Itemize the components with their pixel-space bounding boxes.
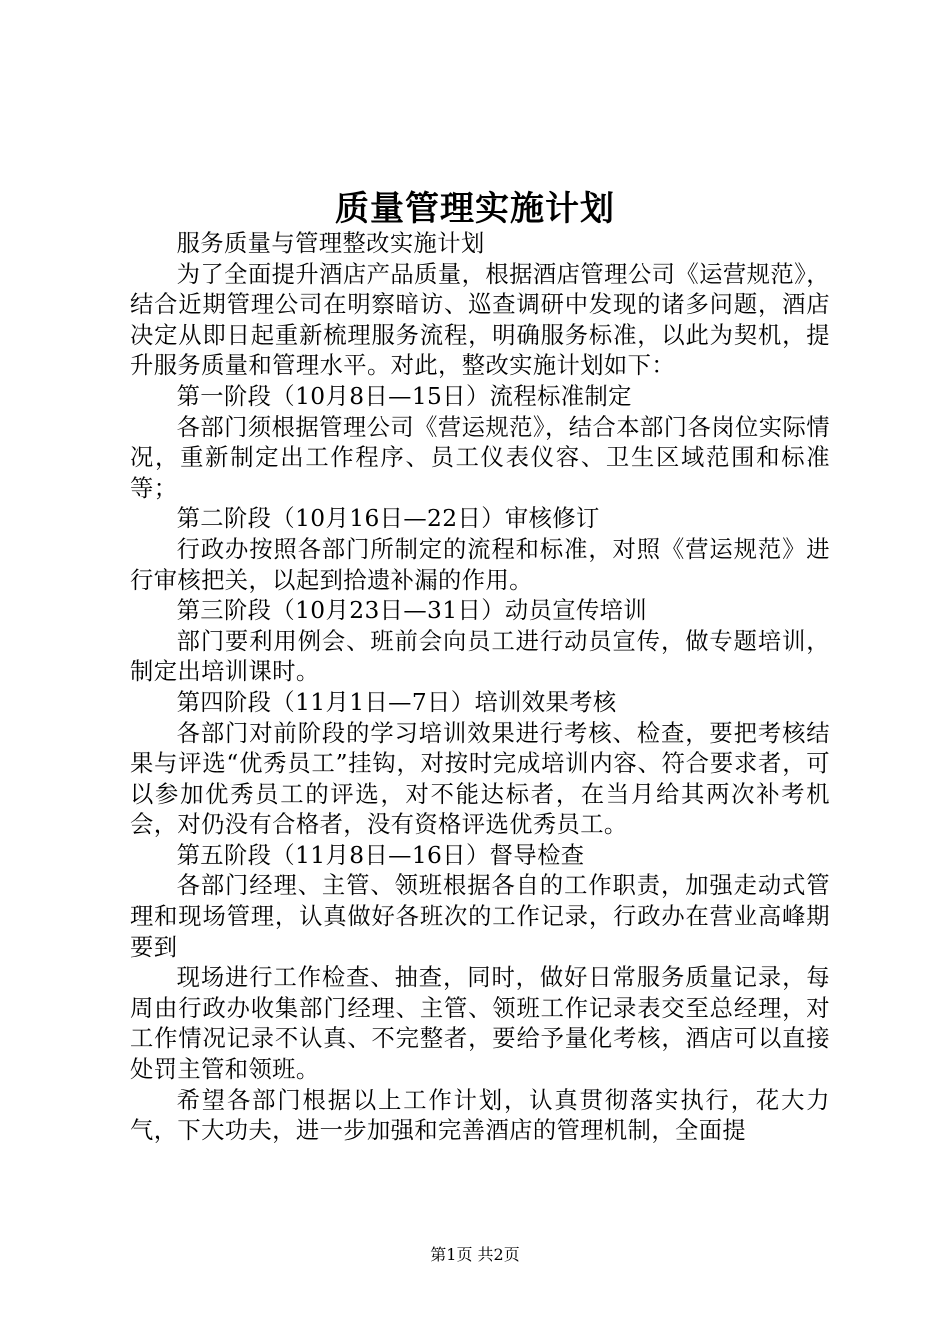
document-title: 质量管理实施计划 <box>335 189 615 229</box>
stage-five-heading: 第五阶段（11月8日—16日）督导检查 <box>176 841 585 869</box>
stage-one-heading: 第一阶段（10月8日—15日）流程标准制定 <box>176 382 632 410</box>
stage-four-paragraph: 各部门对前阶段的学习培训效果进行考核、检查，要把考核结果与评选“优秀员工”挂钩，对按时完成培训内容、符合要求者，可以参加优秀员工的评选，对不能达标者，在当月给其两次补考机会，对仍没有合格者，没有资格评选优秀员工。 <box>130 719 830 839</box>
intro-paragraph: 为了全面提升酒店产品质量，根据酒店管理公司《运营规范》，结合近期管理公司在明察暗访、巡查调研中发现的诸多问题，酒店决定从即日起重新梳理服务流程，明确服务标准，以此为契机，提升服务质量和管理水平。对此，整改实施计划如下： <box>130 260 830 380</box>
page-number-footer: 第1页 共2页 <box>430 1245 520 1264</box>
document-body <box>130 229 830 1147</box>
stage-two-paragraph: 行政办按照各部门所制定的流程和标准，对照《营运规范》进行审核把关，以起到拾遗补漏的作用。 <box>130 535 830 594</box>
stage-one-paragraph: 各部门须根据管理公司《营运规范》，结合本部门各岗位实际情况，重新制定出工作程序、员工仪表仪容、卫生区域范围和标准等； <box>130 413 830 502</box>
stage-three-heading: 第三阶段（10月23日—31日）动员宣传培训 <box>176 597 648 625</box>
closing-paragraph: 希望各部门根据以上工作计划，认真贯彻落实执行，花大力气，下大功夫，进一步加强和完善酒店的管理机制，全面提 <box>130 1086 830 1145</box>
stage-five-paragraph: 各部门经理、主管、领班根据各自的工作职责，加强走动式管理和现场管理，认真做好各班次的工作记录，行政办在营业高峰期要到 <box>130 872 830 961</box>
stage-four-heading: 第四阶段（11月1日—7日）培训效果考核 <box>176 688 617 716</box>
subtitle-paragraph: 服务质量与管理整改实施计划 <box>176 230 485 257</box>
stage-five-continuation-paragraph: 现场进行工作检查、抽查，同时，做好日常服务质量记录，每周由行政办收集部门经理、主管、领班工作记录表交至总经理，对工作情况记录不认真、不完整者，要给予量化考核，酒店可以直接处罚主管和领班。 <box>130 964 830 1084</box>
stage-three-paragraph: 部门要利用例会、班前会向员工进行动员宣传，做专题培训，制定出培训课时。 <box>130 627 830 686</box>
stage-two-heading: 第二阶段（10月16日—22日）审核修订 <box>176 505 600 533</box>
